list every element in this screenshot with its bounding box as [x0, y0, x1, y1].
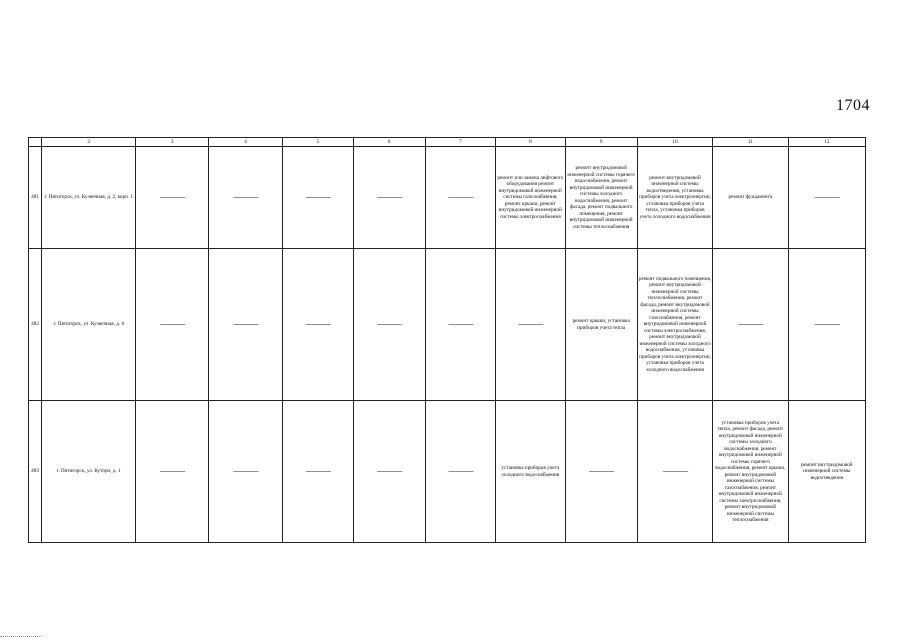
cell-col-10: ремонт внутридомовой инженерной системы водоотведения, установка приборов учета электроэнергии, установка приборов учета тепла, установка приборов учета холодного водоснабжения: [637, 147, 712, 249]
cell-col-9: ремонт внутридомовой инженерной системы горячего водоснабжения, ремонт внутридомовой инженерной системы холодного водоснабжения, ремонт фасада, ремонт подвального помещения, ремонт внутридомовой инженерной системы теплоснабжения: [565, 147, 637, 249]
cell-col-7: [425, 401, 495, 543]
header-cell-10: 10: [637, 138, 712, 147]
cell-col-6: [353, 147, 425, 249]
dash-mark: ———: [448, 318, 473, 329]
header-cell-5: 5: [283, 138, 353, 147]
cell-col-12: [788, 249, 865, 401]
table-row: [29, 401, 866, 543]
cell-col-4: [208, 401, 282, 543]
header-cell-7: 7: [425, 138, 495, 147]
cell-col-4: [208, 147, 282, 249]
row-number: 483: [29, 401, 42, 543]
row-address: г. Пятигорск, ул. Куторн, д. 1: [42, 401, 136, 543]
header-cell-2: 2: [42, 138, 136, 147]
cell-col-3: [136, 401, 208, 543]
row-number: 481: [29, 147, 42, 249]
dash-mark: ———: [448, 465, 473, 476]
dash-mark: ———: [377, 465, 402, 476]
cell-col-8: установка приборов учета холодного водоснабжения: [496, 401, 565, 543]
page-number: 1704: [836, 97, 870, 114]
cell-col-8: ремонт или замена лифтового оборудования ремонт внутридомовой инженерной системы газоснабжения, ремонт крыши, ремонт внутридомовой инженерной системы электроснабжения: [496, 147, 565, 249]
header-cell-8: 8: [496, 138, 565, 147]
cell-col-5: [283, 401, 353, 543]
header-cell-4: 4: [208, 138, 282, 147]
dash-mark: ———: [814, 191, 839, 202]
cell-col-7: [425, 147, 495, 249]
cell-col-6: [353, 401, 425, 543]
cell-col-12: [788, 147, 865, 249]
cell-col-11: ремонт фундамента: [713, 147, 788, 249]
cell-col-6: [353, 249, 425, 401]
cell-col-12: ремонт внутридомовой инженерной системы водоотведения: [788, 401, 865, 543]
cell-col-7: [425, 249, 495, 401]
header-cell-empty: [29, 138, 42, 147]
cell-col-9: ремонт крыши, установка приборов учета тепла: [565, 249, 637, 401]
header-cell-12: 12: [788, 138, 865, 147]
row-address: г. Пятигорск, ул. Кузнечная, д. 2, корп. 1: [42, 147, 136, 249]
table-row: [29, 147, 866, 249]
dash-mark: ———: [518, 318, 543, 329]
cell-col-9: [565, 401, 637, 543]
dash-mark: ———: [160, 465, 185, 476]
dash-mark: ———: [305, 465, 330, 476]
dash-mark: ———: [814, 318, 839, 329]
header-cell-9: 9: [565, 138, 637, 147]
header-cell-6: 6: [353, 138, 425, 147]
cell-col-5: [283, 147, 353, 249]
dash-mark: ———: [305, 191, 330, 202]
cell-col-10: ремонт подвального помещения, ремонт внутридомовой инженерной системы теплоснабжения, ремонт фасада, ремонт внутридомовой инженерной системы газоснабжения, ремонт внутридомовой инженерной системы электроснабжения, ремонт внутридомовой инженерной системы холодного водоснабжения, установка приборов учета электроэнергии, установка приборов учета холодного водоснабжения: [637, 249, 712, 401]
table-row: [29, 249, 866, 401]
dash-mark: ———: [377, 191, 402, 202]
cell-col-5: [283, 249, 353, 401]
scan-edge-mark: [0, 636, 42, 638]
dash-mark: ———: [663, 465, 688, 476]
dash-mark: ———: [448, 191, 473, 202]
dash-mark: ———: [160, 191, 185, 202]
dash-mark: ———: [305, 318, 330, 329]
dash-mark: ———: [233, 191, 258, 202]
column-header-row: [29, 138, 866, 147]
dash-mark: ———: [160, 318, 185, 329]
cell-col-3: [136, 147, 208, 249]
dash-mark: ———: [233, 465, 258, 476]
row-number: 482: [29, 249, 42, 401]
cell-col-4: [208, 249, 282, 401]
cell-col-11: [713, 249, 788, 401]
row-address: г. Пятигорск, ул. Кузнечная, д. 8: [42, 249, 136, 401]
cell-col-11: установка приборов учета тепла, ремонт фасада, ремонт внутридомовой инженерной системы холодного водоснабжения, ремонт внутридомовой инженерной системы горячего водоснабжения, ремонт крыши, ремонт внутридомовой инженерной системы газоснабжения, ремонт внутридомовой инженерной системы электроснабжения, ремонт внутридомовой инженерной системы теплоснабжения: [713, 401, 788, 543]
header-cell-3: 3: [136, 138, 208, 147]
dash-mark: ———: [589, 465, 614, 476]
dash-mark: ———: [738, 318, 763, 329]
header-cell-11: 11: [713, 138, 788, 147]
cell-col-10: [637, 401, 712, 543]
cell-col-8: [496, 249, 565, 401]
dash-mark: ———: [377, 318, 402, 329]
dash-mark: ———: [233, 318, 258, 329]
cell-col-3: [136, 249, 208, 401]
capital-repair-table: [28, 137, 866, 543]
